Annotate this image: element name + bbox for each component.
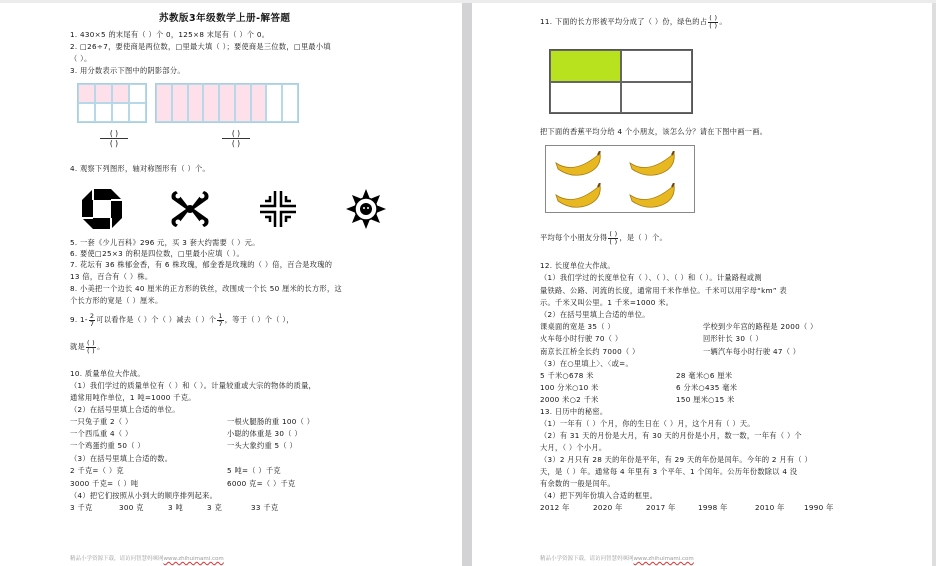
q10-4-value: 3 克 <box>207 503 222 512</box>
q12-3-item-left: 2000 米○2 千米 <box>540 395 599 404</box>
document-page-2 <box>472 3 932 566</box>
fraction-grid-1 <box>77 83 147 123</box>
q12-2-item-left: 南京长江桥全长约 7000（ ） <box>540 347 640 356</box>
fraction-numerator: 1 <box>218 311 223 320</box>
striped-cross-icon <box>256 187 300 231</box>
question-13-1: （1）一年有（ ）个月，你的生日在（ ）月，这个月有（ ）天。 <box>540 419 755 428</box>
fraction-denominator: 7 <box>89 319 95 328</box>
q10-2-item-left: 一只兔子重 2（ ） <box>70 417 133 426</box>
question-10-3: （3）在括号里填上合适的数。 <box>70 454 173 463</box>
question-4: 4. 观察下列图形，轴对称图形有（ ）个。 <box>70 164 210 173</box>
grid-cell-shaded <box>78 84 95 103</box>
grid-cell-shaded <box>219 84 235 122</box>
fraction-two-sevenths <box>89 313 95 328</box>
q12-2-item-left: 火车每小时行驶 70（ ） <box>540 334 623 343</box>
q10-4-value: 300 克 <box>119 503 144 512</box>
answer-fraction <box>608 231 618 246</box>
rectangle-part <box>621 50 692 82</box>
banana-icon <box>628 151 676 177</box>
question-13: 13. 日历中的秘密。 <box>540 407 608 416</box>
grid-cell <box>129 84 146 103</box>
q12-3-item-right: 150 厘米○15 米 <box>676 395 735 404</box>
question-12-3: （3）在○里填上〉、〈或=。 <box>540 359 633 368</box>
footer-text: 精品小学资源下载，请访问智慧妈咪网 <box>70 556 164 562</box>
q9-b-prefix: 就是 <box>70 342 85 351</box>
fraction-numerator: 2 <box>89 311 95 320</box>
page-footer <box>70 554 224 562</box>
grid-cell-shaded <box>112 84 129 103</box>
q10-3-item-left: 2 千克=（ ）克 <box>70 466 124 475</box>
question-10-1-line-2: 通常用吨作单位，1 吨=1000 千克。 <box>70 393 196 402</box>
q13-4-year: 2020 年 <box>593 503 623 512</box>
grid-cell <box>129 103 146 122</box>
rectangle-part-green <box>550 50 621 82</box>
q13-4-year: 1990 年 <box>804 503 834 512</box>
octagon-logo-icon <box>80 187 124 231</box>
grid-cell-shaded <box>203 84 219 122</box>
question-10-2: （2）在括号里填上合适的单位。 <box>70 405 180 414</box>
question-9-line-2 <box>70 339 105 355</box>
question-7-line-1: 7. 花坛有 36 株郁金香，有 6 株玫瑰，郁金香是玫瑰的（ ）倍，百合是玫瑰的 <box>70 260 333 269</box>
footer-url[interactable]: www.zhihuimami.com <box>633 556 694 562</box>
q11-text: 11. 下面的长方形被平均分成了（ ）份，绿色的占 <box>540 17 708 26</box>
q10-2-item-right: 一头大象约重 5（ ） <box>227 441 297 450</box>
question-6: 6. 要使□25×3 的积是四位数，□里最小应填（ ）。 <box>70 249 245 258</box>
q12-3-item-left: 5 千米○678 米 <box>540 371 594 380</box>
q10-2-item-left: 一个鸡蛋约重 50（ ） <box>70 441 145 450</box>
q10-2-item-right: 一根火腿肠的重 100（ ） <box>227 417 315 426</box>
q12-2-item-left: 课桌面的宽是 35（ ） <box>540 322 615 331</box>
viewer-right-edge <box>932 3 936 566</box>
question-13-3-line-1: （3）2 月只有 28 天的年份是平年，有 29 天的年份是闰年。今年的 2 月有（ ） <box>540 455 812 464</box>
fraction-denominator: ( ) <box>231 139 241 148</box>
banana-answer-prefix: 平均每个小朋友分得 <box>540 233 608 242</box>
grid-cell-shaded <box>251 84 267 122</box>
fraction-numerator: ( ) <box>222 129 250 139</box>
grid-cell-shaded <box>188 84 204 122</box>
q11-end: 。 <box>719 17 727 26</box>
fraction-numerator: ( ) <box>709 13 718 22</box>
grid-cell <box>95 103 112 122</box>
answer-fraction-1 <box>100 129 128 148</box>
question-11 <box>540 14 727 30</box>
question-7-line-2: 13 倍，百合有（ ）株。 <box>70 272 153 281</box>
question-13-2-line-2: 大月，（ ）个小月。 <box>540 443 607 452</box>
question-2-line-1: 2. □26÷7，要使商是两位数，□里最大填（ ）；要使商是三位数，□里最小填 <box>70 42 331 51</box>
footer-url[interactable]: www.zhihuimami.com <box>163 556 224 562</box>
q9-suffix: ，等于（ ）个（ ）， <box>224 315 294 324</box>
q12-2-item-right: 一辆汽车每小时行驶 47（ ） <box>703 347 801 356</box>
grid-cell-shaded <box>95 84 112 103</box>
fraction-grid-2 <box>155 83 299 123</box>
q10-4-value: 33 千克 <box>251 503 279 512</box>
q10-2-item-right: 小聪的体重是 30（ ） <box>227 429 302 438</box>
banana-answer-suffix: ，是（ ）个。 <box>619 233 667 242</box>
q13-4-year: 2017 年 <box>646 503 676 512</box>
sun-face-badge-icon <box>344 187 388 231</box>
banana-icon <box>554 151 602 177</box>
fraction-numerator: ( ) <box>86 338 96 347</box>
q12-2-item-right: 学校到少年宫的路程是 2000（ ） <box>703 322 818 331</box>
q9-b-end: 。 <box>97 342 105 351</box>
question-5: 5. 一套《少儿百科》296 元，买 3 套大约需要（ ）元。 <box>70 238 260 247</box>
butterfly-cross-icon <box>168 187 212 231</box>
grid-cell-shaded <box>172 84 188 122</box>
question-8-line-1: 8. 小美把一个边长 40 厘米的正方形的铁丝，改围成一个长 50 厘米的长方形，这 <box>70 284 342 293</box>
q10-3-item-left: 3000 千克=（ ）吨 <box>70 479 139 488</box>
grid-cell-shaded <box>235 84 251 122</box>
q10-2-item-left: 一个西瓜重 4（ ） <box>70 429 133 438</box>
q9-prefix: 9. 1- <box>70 315 88 324</box>
question-10-4: （4）把它们按照从小到大的顺序排列起来。 <box>70 491 218 500</box>
rectangle-part <box>550 82 621 114</box>
footer-text: 精品小学资源下载，请访问智慧妈咪网 <box>540 556 634 562</box>
question-10-1-line-1: （1）我们学过的质量单位有（ ）和（ ）。计量较重或大宗的物体的质量， <box>70 381 317 390</box>
grid-cell <box>78 103 95 122</box>
question-13-3-line-2: 天，是（ ）年。通常每 4 年里有 3 个平年、1 个闰年。公历年份数除以 4 没 <box>540 467 798 476</box>
q9-middle: 可以看作是（ ）个（ ）减去（ ）个 <box>96 315 217 324</box>
document-page-1 <box>0 3 462 566</box>
q13-4-year: 2012 年 <box>540 503 570 512</box>
banana-icon <box>554 183 602 209</box>
question-9-line-1 <box>70 312 294 328</box>
question-12: 12. 长度单位大作战。 <box>540 261 615 270</box>
answer-fraction <box>708 15 718 30</box>
q13-4-year: 2010 年 <box>755 503 785 512</box>
fraction-one-seventh <box>217 313 223 328</box>
banana-answer <box>540 230 667 246</box>
grid-cell <box>112 103 129 122</box>
grid-cell <box>282 84 298 122</box>
q10-3-item-right: 5 吨=（ ）千克 <box>227 466 281 475</box>
question-13-4: （4）把下列年份填入合适的框里。 <box>540 491 658 500</box>
page-gutter <box>462 3 472 566</box>
banana-picture <box>545 145 695 213</box>
fraction-denominator: ( ) <box>609 237 618 246</box>
question-8-line-2: 个长方形的宽是（ ）厘米。 <box>70 296 163 305</box>
question-13-2-line-1: （2）有 31 天的月份是大月，有 30 天的月份是小月，数一数，一年有（ ）个 <box>540 431 802 440</box>
banana-prompt: 把下面的香蕉平均分给 4 个小朋友，该怎么分？请在下图中画一画。 <box>540 127 768 136</box>
fraction-denominator: 7 <box>218 319 223 328</box>
grid-cell-shaded <box>156 84 172 122</box>
fraction-numerator: ( ) <box>609 229 618 238</box>
q10-4-value: 3 千克 <box>70 503 93 512</box>
question-12-1-line-2: 量铁路、公路、河流的长度，通常用千米作单位。千米可以用字母“km” 表 <box>540 286 788 295</box>
q13-4-year: 1998 年 <box>698 503 728 512</box>
symmetry-figures <box>76 181 396 233</box>
grid-cell <box>266 84 282 122</box>
page-footer <box>540 554 694 562</box>
question-12-1-line-3: 示。千米又叫公里。1 千米=1000 米。 <box>540 298 674 307</box>
question-12-2: （2）在括号里填上合适的单位。 <box>540 310 650 319</box>
banana-icon <box>628 183 676 209</box>
question-3: 3. 用分数表示下图中的阴影部分。 <box>70 66 185 75</box>
fraction-denominator: ( ) <box>709 21 718 30</box>
answer-fraction <box>86 340 96 355</box>
q12-3-item-right: 28 毫米○6 厘米 <box>676 371 733 380</box>
question-13-3-line-3: 有余数的一般是闰年。 <box>540 479 615 488</box>
q12-3-item-left: 100 分米○10 米 <box>540 383 599 392</box>
q12-3-item-right: 6 分米○435 毫米 <box>676 383 738 392</box>
question-2-line-2: （ ）。 <box>70 54 92 63</box>
quartered-rectangle <box>549 49 693 114</box>
document-title: 苏教版3年级数学上册-解答题 <box>159 13 291 24</box>
q10-4-value: 3 吨 <box>168 503 183 512</box>
q12-2-item-right: 回形针长 30（ ） <box>703 334 763 343</box>
answer-fraction-2 <box>222 129 250 148</box>
fraction-numerator: ( ) <box>100 129 128 139</box>
question-1: 1. 430×5 的末尾有（ ）个 0，125×8 末尾有（ ）个 0。 <box>70 30 270 39</box>
fraction-denominator: ( ) <box>109 139 119 148</box>
question-12-1-line-1: （1）我们学过的长度单位有（ ）、（ ）、（ ）和（ ）。计量路程或测 <box>540 273 762 282</box>
fraction-denominator: ( ) <box>86 346 96 355</box>
q10-3-item-right: 6000 克=（ ）千克 <box>227 479 296 488</box>
rectangle-part <box>621 82 692 114</box>
question-10: 10. 质量单位大作战。 <box>70 369 145 378</box>
